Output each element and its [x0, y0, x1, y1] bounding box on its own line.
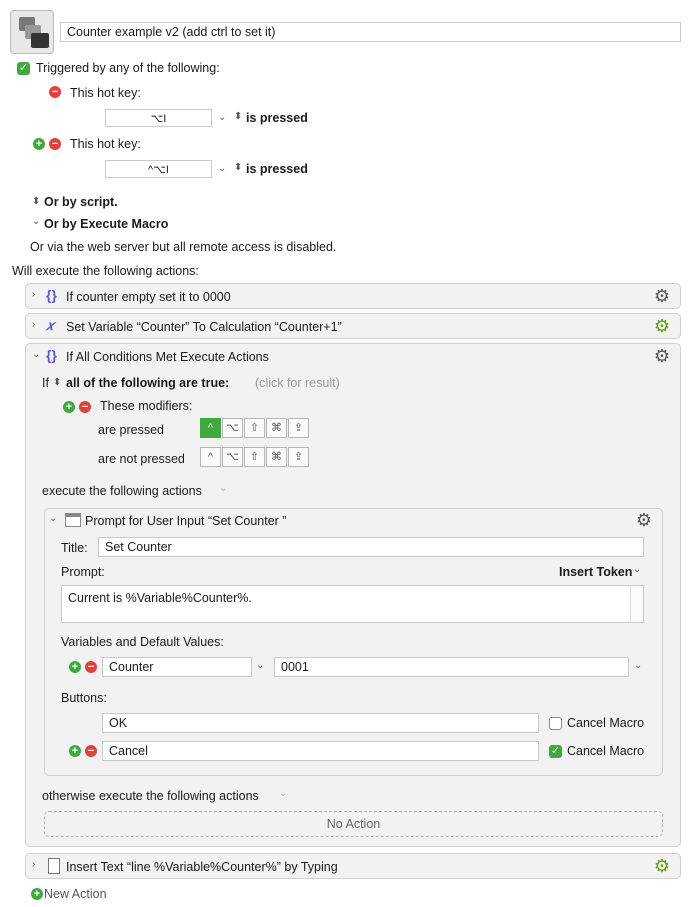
gear-icon[interactable]: ⚙	[653, 346, 671, 366]
add-button-icon[interactable]: +	[69, 745, 81, 757]
chevron-down-icon[interactable]: ⌄	[219, 483, 228, 494]
add-trigger-icon[interactable]: +	[33, 138, 45, 150]
hotkey-label: This hot key:	[70, 137, 141, 151]
if-label: If	[42, 376, 49, 390]
capslock-modifier-button[interactable]: ⇪	[288, 418, 309, 438]
action-row[interactable]	[25, 283, 681, 309]
capslock-modifier-button[interactable]: ⇪	[288, 447, 309, 467]
pressed-select-1[interactable]: is pressed	[246, 111, 308, 125]
chevron-down-icon[interactable]: ⌄	[279, 788, 288, 799]
button-name-input[interactable]: OK	[102, 713, 539, 733]
chevron-down-icon[interactable]: ⌄	[633, 564, 642, 575]
control-modifier-button[interactable]: ^	[200, 418, 221, 438]
hotkey-field-1[interactable]: ⌥I	[105, 109, 212, 127]
braces-icon: {}	[46, 287, 57, 303]
gear-icon[interactable]: ⚙	[653, 856, 671, 876]
action-title: If counter empty set it to 0000	[66, 290, 231, 304]
gear-icon[interactable]: ⚙	[635, 510, 653, 530]
updown-icon[interactable]: ⬍	[32, 196, 41, 207]
document-icon	[48, 858, 60, 874]
updown-icon[interactable]: ⬍	[234, 111, 243, 122]
prompt-label: Prompt:	[61, 565, 105, 579]
action-title: If All Conditions Met Execute Actions	[66, 350, 269, 364]
if-action-block[interactable]	[25, 343, 681, 847]
title-label: Title:	[61, 541, 88, 555]
prompt-text: Current is %Variable%Counter%.	[68, 591, 252, 605]
cancel-macro-label: Cancel Macro	[567, 716, 645, 730]
chevron-down-icon[interactable]: ⌄	[32, 216, 41, 227]
buttons-label: Buttons:	[61, 691, 107, 705]
chevron-down-icon[interactable]: ⌄	[218, 112, 227, 123]
remove-trigger-icon[interactable]: −	[49, 138, 61, 150]
modifiers-label: These modifiers:	[100, 399, 193, 413]
action-row[interactable]	[25, 853, 681, 879]
chevron-right-icon[interactable]: ›	[32, 289, 36, 300]
are-pressed-label: are pressed	[98, 423, 165, 437]
action-row[interactable]	[25, 313, 681, 339]
cancel-macro-label: Cancel Macro	[567, 744, 645, 758]
button-name-input[interactable]: Cancel	[102, 741, 539, 761]
triggered-checkbox[interactable]: ✓	[18, 62, 29, 74]
chevron-right-icon[interactable]: ›	[32, 859, 36, 870]
shift-modifier-button[interactable]: ⇧	[244, 418, 265, 438]
scrollbar[interactable]	[630, 586, 643, 622]
add-variable-icon[interactable]: +	[69, 661, 81, 673]
prompt-textarea[interactable]	[61, 585, 644, 623]
cancel-macro-checkbox[interactable]: ✓	[550, 745, 561, 757]
variable-icon: 𝑥	[46, 317, 54, 333]
no-action-box[interactable]: No Action	[44, 811, 663, 837]
title-input[interactable]: Set Counter	[98, 537, 644, 557]
remove-variable-icon[interactable]: −	[85, 661, 97, 673]
macro-name-field[interactable]: Counter example v2 (add ctrl to set it)	[60, 22, 681, 42]
chevron-down-icon[interactable]: ⌄	[32, 349, 41, 360]
triggered-label: Triggered by any of the following:	[36, 61, 220, 75]
command-modifier-button[interactable]: ⌘	[266, 447, 287, 467]
new-action-button[interactable]: New Action	[44, 887, 107, 901]
pressed-select-2[interactable]: is pressed	[246, 162, 308, 176]
add-condition-icon[interactable]: +	[63, 401, 75, 413]
gear-icon[interactable]: ⚙	[653, 316, 671, 336]
prompt-action-title: Prompt for User Input “Set Counter ”	[85, 514, 287, 528]
remove-condition-icon[interactable]: −	[79, 401, 91, 413]
braces-icon: {}	[46, 347, 57, 363]
hotkey-label: This hot key:	[70, 86, 141, 100]
actions-header: Will execute the following actions:	[12, 264, 199, 278]
chevron-down-icon[interactable]: ⌄	[256, 660, 265, 671]
window-icon	[65, 513, 81, 527]
insert-token-button[interactable]: Insert Token	[559, 565, 633, 579]
action-title: Insert Text “line %Variable%Counter%” by Typing	[66, 860, 338, 874]
variable-default-input[interactable]: 0001	[274, 657, 629, 677]
hotkey-field-2[interactable]: ^⌥I	[105, 160, 212, 178]
action-title: Set Variable “Counter” To Calculation “Counter+1”	[66, 320, 342, 334]
all-of-select[interactable]: all of the following are true:	[66, 376, 230, 390]
control-modifier-button[interactable]: ^	[200, 447, 221, 467]
execute-label: execute the following actions	[42, 484, 202, 498]
chevron-right-icon[interactable]: ›	[32, 319, 36, 330]
chevron-down-icon[interactable]: ⌄	[218, 163, 227, 174]
option-modifier-button[interactable]: ⌥	[222, 418, 243, 438]
prompt-action-block[interactable]	[44, 508, 663, 776]
variables-label: Variables and Default Values:	[61, 635, 224, 649]
are-not-pressed-label: are not pressed	[98, 452, 185, 466]
or-by-script[interactable]: Or by script.	[44, 195, 118, 209]
chevron-down-icon[interactable]: ⌄	[49, 513, 58, 524]
macro-icon	[10, 10, 54, 54]
updown-icon[interactable]: ⬍	[53, 377, 62, 388]
otherwise-label: otherwise execute the following actions	[42, 789, 259, 803]
new-action-icon[interactable]: +	[31, 888, 43, 900]
or-by-execute-macro[interactable]: Or by Execute Macro	[44, 217, 169, 231]
gear-icon[interactable]: ⚙	[653, 286, 671, 306]
chevron-down-icon[interactable]: ⌄	[634, 660, 643, 671]
option-modifier-button[interactable]: ⌥	[222, 447, 243, 467]
shift-modifier-button[interactable]: ⇧	[244, 447, 265, 467]
command-modifier-button[interactable]: ⌘	[266, 418, 287, 438]
updown-icon[interactable]: ⬍	[234, 162, 243, 173]
variable-name-input[interactable]: Counter	[102, 657, 252, 677]
cancel-macro-checkbox[interactable]	[549, 717, 562, 730]
remove-trigger-icon[interactable]: −	[49, 86, 61, 98]
remove-button-icon[interactable]: −	[85, 745, 97, 757]
click-for-result[interactable]: (click for result)	[255, 376, 340, 390]
web-server-text: Or via the web server but all remote access is disabled.	[30, 240, 337, 254]
